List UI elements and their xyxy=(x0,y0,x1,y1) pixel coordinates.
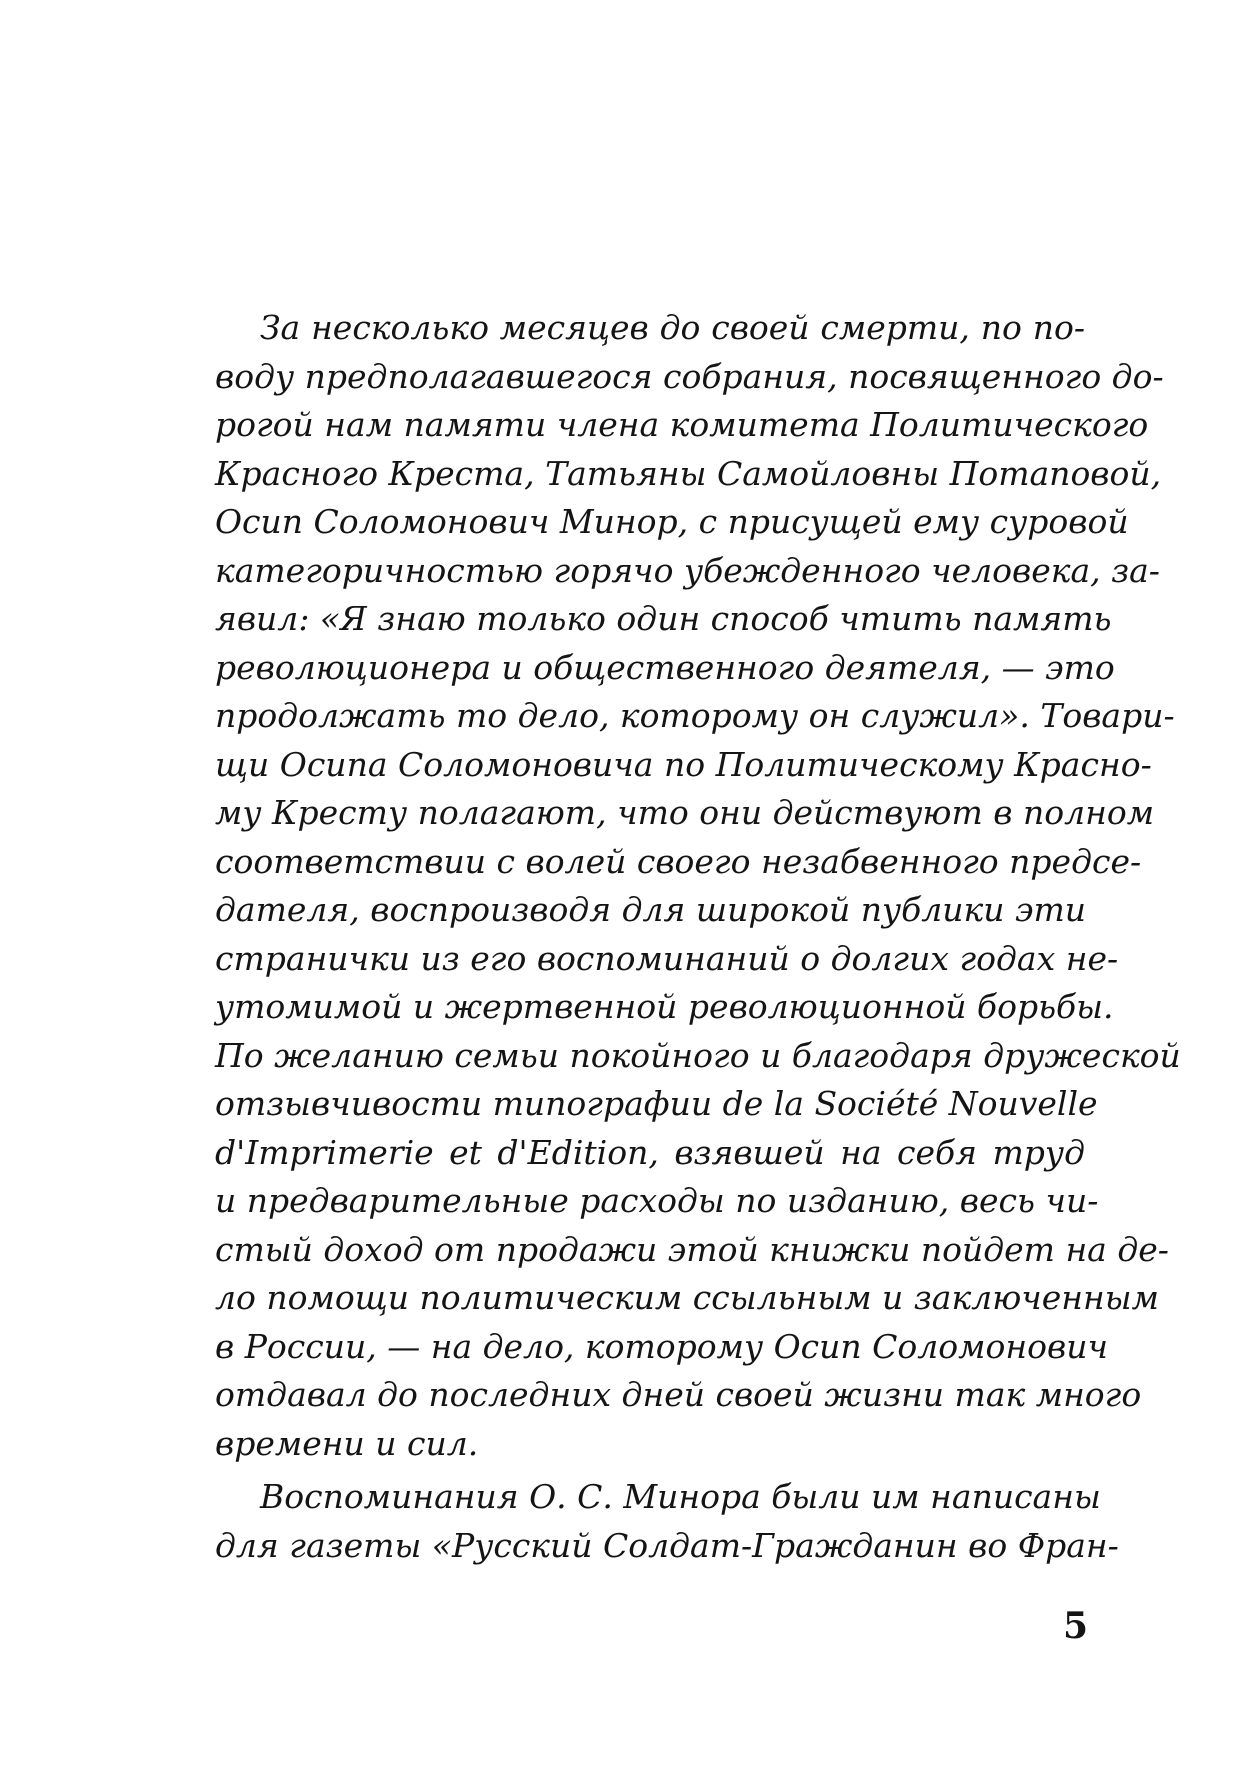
text-line: дателя, воспроизводя для широкой публики эти xyxy=(215,890,1087,929)
text-line: рогой нам памяти члена комитета Политического xyxy=(215,405,1149,444)
text-line: отзывчивости типографии de la Société Nouvelle xyxy=(215,1084,1098,1123)
paragraph-1 xyxy=(215,304,1181,1468)
text-line: За несколько месяцев до своей смерти, по по- xyxy=(260,308,1085,347)
text-line: утомимой и жертвенной революционной борьбы. xyxy=(215,987,1114,1026)
text-line: для газеты «Русский Солдат-Гражданин во Фран- xyxy=(215,1525,1119,1565)
text-line: Красного Креста, Татьяны Самойловны Потаповой, xyxy=(215,453,1162,493)
text-line: продолжать то дело, которому он служил». Товари- xyxy=(215,696,1175,735)
text-line: революционера и общественного деятеля, — это xyxy=(215,647,1115,687)
text-line: d'Imprimerie et d'Edition, взявшей на себя труд xyxy=(215,1132,1085,1172)
text-line: соответствии с волей своего незабвенного предсе- xyxy=(215,841,1142,881)
text-line: Воспоминания О. С. Минора были им написаны xyxy=(260,1477,1101,1516)
text-line: му Кресту полагают, что они действуют в полном xyxy=(215,793,1155,832)
text-line: в России, — на дело, которому Осип Соломонович xyxy=(215,1326,1108,1366)
page-number: 5 xyxy=(1062,1605,1088,1647)
text-line: По желанию семьи покойного и благодаря дружеской xyxy=(215,1035,1181,1075)
paragraph-2 xyxy=(215,1473,1119,1570)
text-line: воду предполагавшегося собрания, посвященного до- xyxy=(215,356,1164,396)
text-line: стый доход от продажи этой книжки пойдет на де- xyxy=(215,1229,1169,1269)
text-line: щи Осипа Соломоновича по Политическому Красно- xyxy=(215,744,1152,784)
text-line: ло помощи политическим ссыльным и заключенным xyxy=(215,1278,1160,1317)
text-line: странички из его воспоминаний о долгих годах не- xyxy=(215,938,1119,978)
text-line: Осип Соломонович Минор, с присущей ему суровой xyxy=(215,502,1129,541)
text-line: категоричностью горячо убежденного человека, за- xyxy=(215,550,1160,590)
body-text xyxy=(215,304,1181,1570)
text-line: и предварительные расходы по изданию, весь чи- xyxy=(215,1181,1099,1220)
text-line: отдавал до последних дней своей жизни так много xyxy=(215,1375,1142,1414)
text-line: времени и сил. xyxy=(215,1423,479,1463)
text-line: явил: «Я знаю только один способ чтить память xyxy=(215,599,1112,638)
